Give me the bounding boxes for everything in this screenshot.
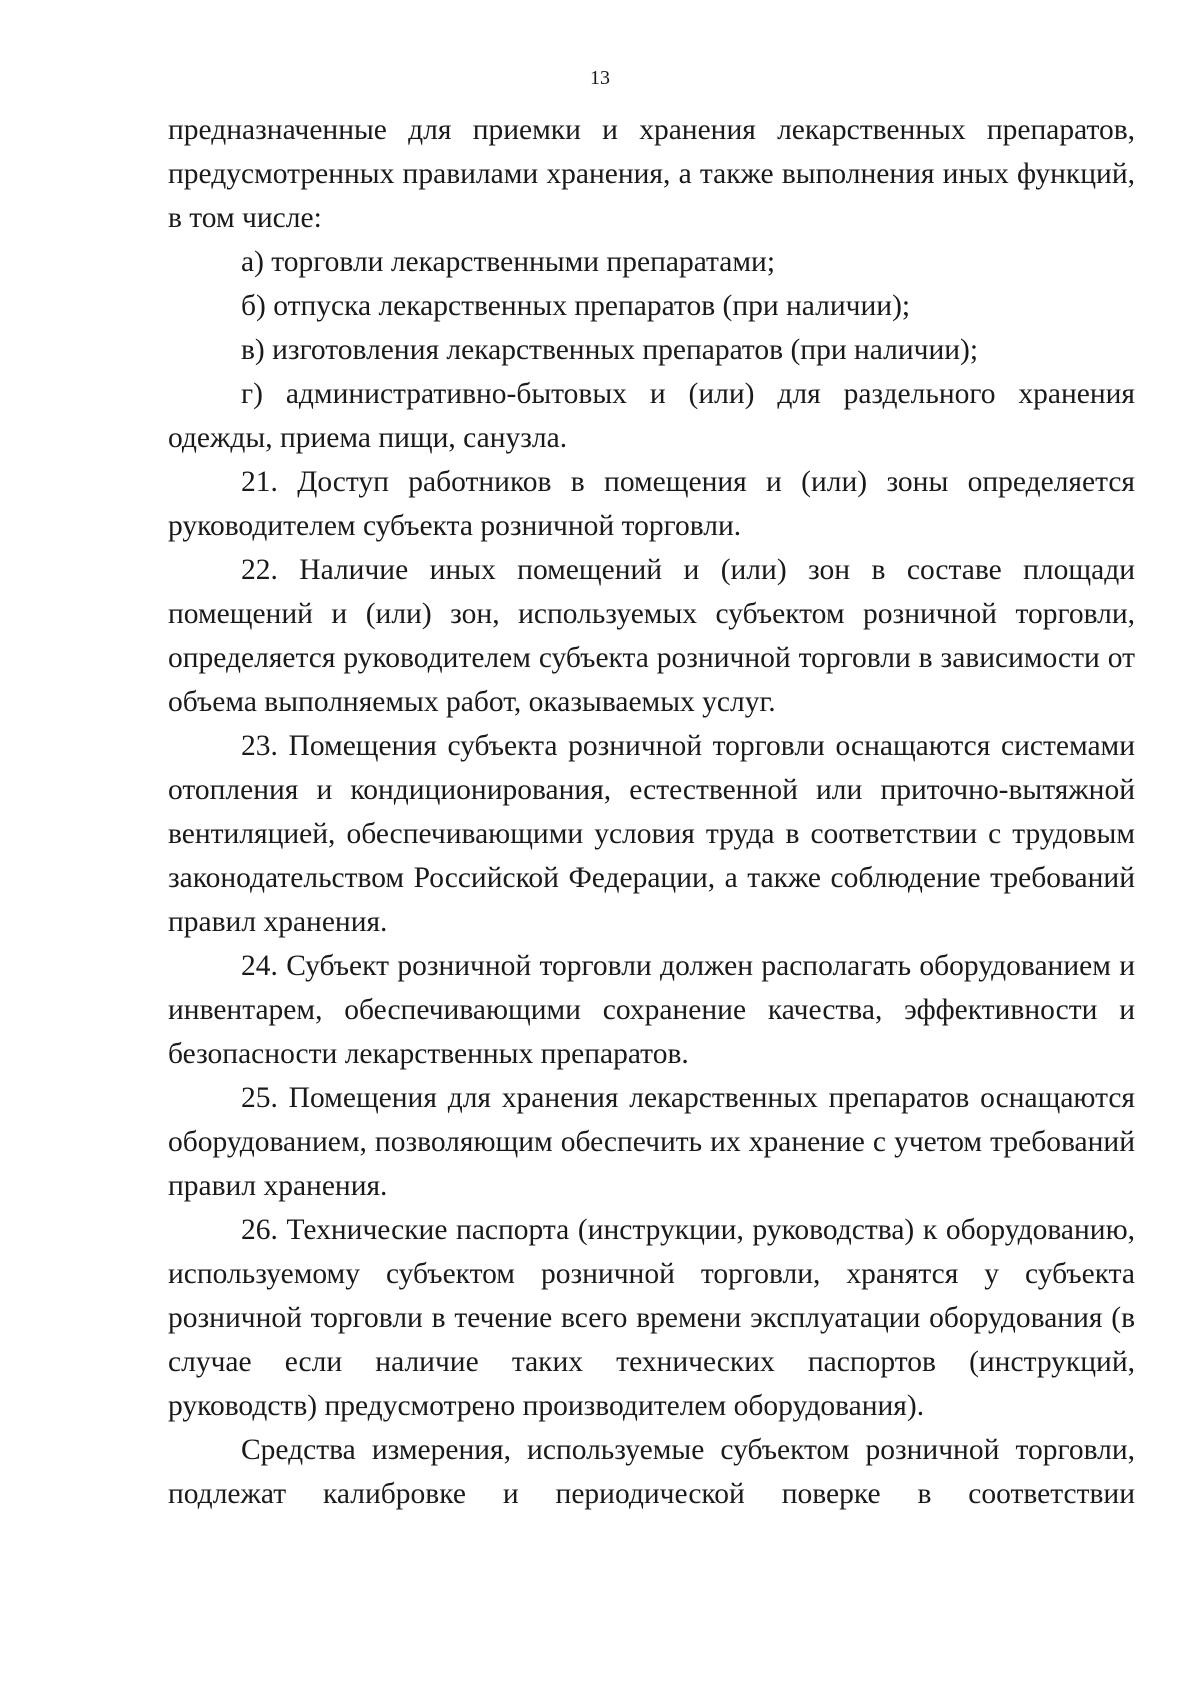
- list-item-b: б) отпуска лекарственных препаратов (при наличии);: [241, 290, 911, 322]
- document-body: [168, 108, 1135, 1516]
- clause-21: 21. Доступ работников в помещения и (или) зоны определяется руководителем субъекта розничной торговли.: [168, 466, 1135, 542]
- paragraph-measurement: Средства измерения, используемые субъектом розничной торговли, подлежат калибровке и периодической поверке в соответствии: [168, 1434, 1135, 1510]
- clause-25: 25. Помещения для хранения лекарственных препаратов оснащаются оборудованием, позволяющим обеспечить их хранение с учетом требований правил хранения.: [168, 1082, 1135, 1202]
- list-item-a: а) торговли лекарственными препаратами;: [241, 246, 776, 278]
- clause-22: 22. Наличие иных помещений и (или) зон в составе площади помещений и (или) зон, используемых субъектом розничной торговли, определяется руководителем субъекта розничной торговли в зависимости от объема выполняемых работ, оказываемых услуг.: [168, 554, 1135, 718]
- clause-23: 23. Помещения субъекта розничной торговли оснащаются системами отопления и кондиционирования, естественной или приточно-вытяжной вентиляцией, обеспечивающими условия труда в соответствии с трудовым законодательством Российской Федерации, а также соблюдение требований правил хранения.: [168, 730, 1135, 938]
- paragraph-intro: предназначенные для приемки и хранения лекарственных препаратов, предусмотренных правилами хранения, а также выполнения иных функций, в том числе:: [168, 114, 1135, 234]
- clause-24: 24. Субъект розничной торговли должен располагать оборудованием и инвентарем, обеспечивающими сохранение качества, эффективности и безопасности лекарственных препаратов.: [168, 950, 1135, 1070]
- list-item-g: г) административно-бытовых и (или) для раздельного хранения одежды, приема пищи, санузла.: [168, 378, 1135, 454]
- clause-26: 26. Технические паспорта (инструкции, руководства) к оборудованию, используемому субъектом розничной торговли, хранятся у субъекта розничной торговли в течение всего времени эксплуатации оборудования (в случае если наличие таких технических паспортов (инструкций, руководств) предусмотрено производителем оборудования).: [168, 1214, 1135, 1422]
- page-number: 13: [590, 67, 610, 89]
- list-item-v: в) изготовления лекарственных препаратов (при наличии);: [241, 334, 979, 366]
